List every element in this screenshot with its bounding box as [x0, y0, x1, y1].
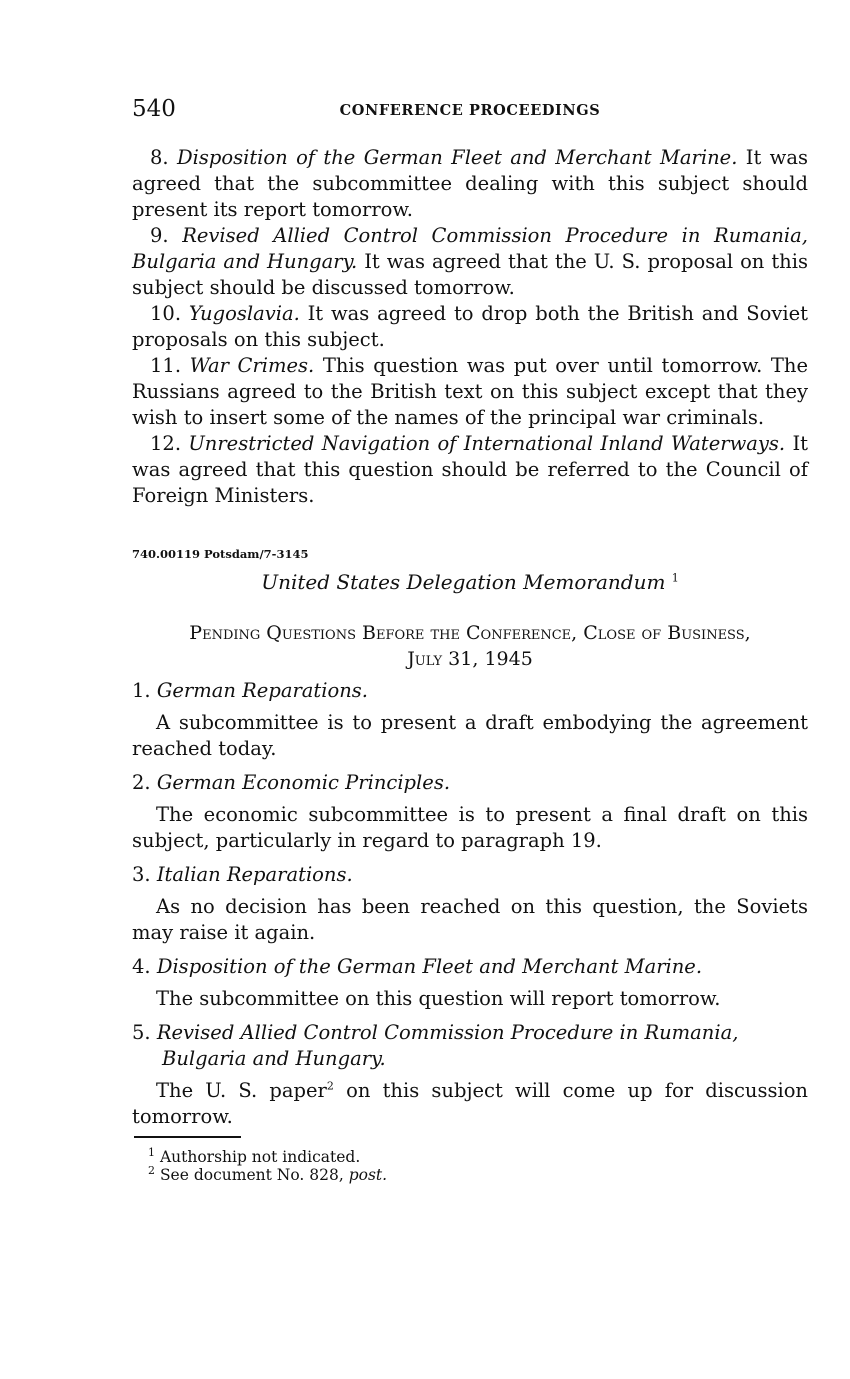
minutes-item [132, 301, 808, 353]
footnote-italic: post. [348, 1166, 388, 1184]
question-heading [132, 954, 808, 980]
footnote-text: See document No. 828, [159, 1166, 344, 1184]
question-number: 3. [132, 863, 151, 886]
item-number: 12. [150, 432, 182, 455]
item-text: It was agreed that the subcommittee dealing with this subject should present its report tomorrow. [132, 146, 809, 221]
running-title: CONFERENCE PROCEEDINGS [339, 102, 601, 119]
page-number: 540 [132, 96, 176, 122]
item-title: War Crimes. [189, 354, 315, 377]
footnote-mark: 1 [148, 1145, 155, 1159]
item-text: It was agreed that this question should be referred to the Council of Foreign Ministers. [132, 432, 808, 507]
footnote [148, 1163, 388, 1184]
item-title: Revised Allied Control Commission Procedure in Rumania, Bulgaria and Hungary. [132, 224, 808, 273]
pending-questions-heading [132, 620, 808, 672]
item-number: 10. [150, 302, 182, 325]
minutes-section [132, 145, 808, 509]
file-number: 740.00119 Potsdam/7-3145 [132, 547, 309, 561]
question-text: A subcommittee is to present a draft embodying the agreement reached today. [132, 711, 808, 760]
questions-list [132, 678, 808, 1138]
heading-date: July 31, 1945 [407, 648, 533, 670]
question-text: The subcommittee on this question will report tomorrow. [156, 987, 721, 1010]
item-number: 9. [150, 224, 169, 247]
question-text [132, 1078, 808, 1130]
question-number: 4. [132, 955, 151, 978]
question-heading [132, 770, 808, 796]
minutes-item [132, 145, 808, 223]
question-text: As no decision has been reached on this question, the Soviets may raise it again. [132, 895, 808, 944]
memo-title [132, 570, 808, 594]
memo-title-text: United States Delegation Memorandum [261, 570, 666, 594]
footnote-divider [134, 1136, 241, 1138]
footnote-text: Authorship not indicated. [159, 1148, 361, 1166]
footnote-mark: 2 [148, 1163, 155, 1177]
item-text: This question was put over until tomorrow. The Russians agreed to the British text on this subject except that they wish to insert some of the names of the principal war criminals. [132, 354, 808, 429]
question-heading [132, 862, 808, 888]
question-title: Disposition of the German Fleet and Merchant Marine. [156, 955, 703, 978]
heading-line: Pending Questions Before the Conference, Close of Business, [189, 622, 751, 644]
question-text-part: on this subject will come up for discussion tomorrow. [132, 1079, 808, 1128]
question-title: German Reparations. [156, 679, 368, 702]
question-title: German Economic Principles. [156, 771, 451, 794]
question-number: 2. [132, 771, 151, 794]
question-heading [132, 678, 808, 704]
item-title: Yugoslavia. [188, 302, 300, 325]
question-title: Revised Allied Control Commission Procedure in Rumania, Bulgaria and Hungary. [156, 1021, 739, 1070]
running-head [132, 96, 808, 124]
question-text: The economic subcommittee is to present a final draft on this subject, particularly in regard to paragraph 19. [132, 803, 808, 852]
minutes-item [132, 431, 808, 509]
item-text: It was agreed to drop both the British and Soviet proposals on this subject. [132, 302, 809, 351]
item-number: 8. [150, 146, 169, 169]
question-number: 5. [132, 1021, 151, 1044]
question-number: 1. [132, 679, 151, 702]
item-text: It was agreed that the U. S. proposal on this subject should be discussed tomorrow. [132, 250, 808, 299]
minutes-item [132, 223, 808, 301]
minutes-item [132, 353, 808, 431]
footnote-ref: 1 [671, 571, 679, 585]
item-number: 11. [150, 354, 182, 377]
footnotes [148, 1145, 388, 1184]
footnote-ref: 2 [326, 1079, 334, 1093]
question-title: Italian Reparations. [156, 863, 353, 886]
question-text-part: The U. S. paper [156, 1079, 327, 1102]
footnote [148, 1145, 387, 1166]
question-heading [132, 1020, 808, 1072]
item-title: Unrestricted Navigation of International Inland Waterways. [188, 432, 786, 455]
item-title: Disposition of the German Fleet and Merchant Marine. [176, 146, 738, 169]
